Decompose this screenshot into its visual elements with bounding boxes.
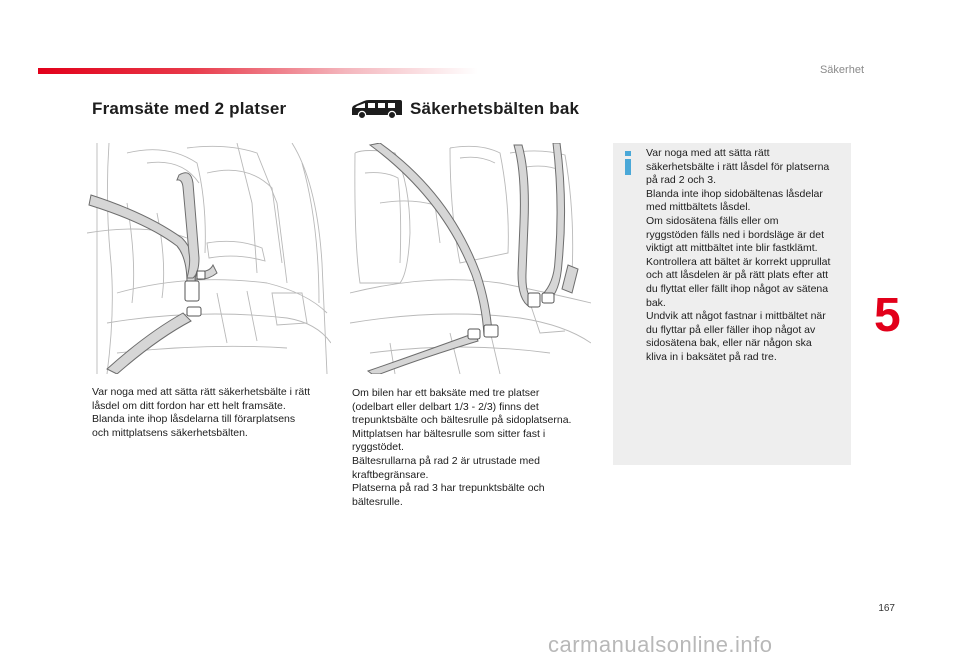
front-seat-illustration — [87, 143, 331, 374]
watermark: carmanualsonline.info — [548, 632, 773, 657]
info-box — [613, 143, 851, 465]
info-text: Var noga med att sätta rätt säkerhetsbälte i rätt låsdel för platserna på rad 2 och 3. Blanda inte ihop sidobältenas låsdelar med mittbältets låsdel. Om sidosätena fälls eller om ryggstöden fälls ned i bordsläge är det viktigt att mittbältet inte blir fastklämt. Kontrollera att bältet är korrekt upprullat och att låsdelen är på rätt plats efter att du flyttat eller fällt ihop något av sätena bak. Undvik att något fastnar i mittbältet när du flyttar på eller fäller ihop något av sidosätena bak, eller när någon ska kliva in i baksätet på rad tre. — [646, 147, 831, 363]
chapter-number: 5 — [874, 289, 901, 342]
front-seat-title: Framsäte med 2 platser — [92, 99, 287, 118]
rear-belts-text: Om bilen har ett baksäte med tre platser (odelbart eller delbart 1/3 - 2/3) finns det trepunktsbälte och bältesrulle på sidoplatserna. Mittplatsen har bältesrulle som sitter fast i ryggstödet. Bältesrullarna på rad 2 är utrustade med kraftbegränsare. Platserna på rad 3 har trepunktsbälte och bältesrulle. — [352, 387, 572, 508]
van-icon — [350, 97, 404, 121]
rear-belts-title: Säkerhetsbälten bak — [410, 99, 580, 118]
info-icon — [622, 151, 634, 175]
section-name: Säkerhet — [819, 64, 864, 76]
header-accent-bar — [38, 68, 478, 74]
page-number: 167 — [878, 603, 895, 614]
rear-seat-illustration — [350, 143, 591, 374]
front-seat-text: Var noga med att sätta rätt säkerhetsbälte i rätt låsdel om ditt fordon har ett helt framsäte. Blanda inte ihop låsdelarna till förarplatsens och mittplatsens säkerhetsbälten. — [92, 386, 311, 439]
